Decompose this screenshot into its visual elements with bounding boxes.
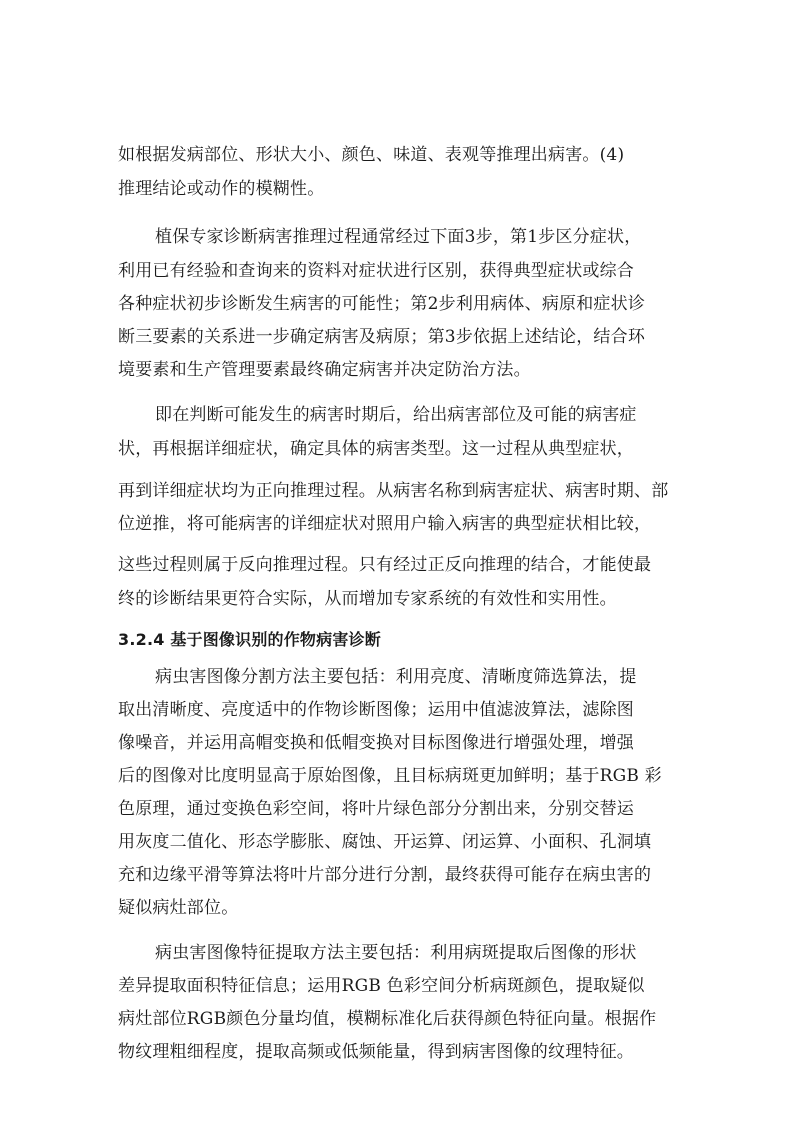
text-line: 病虫害图像特征提取方法主要包括：利用病斑提取后图像的形状 bbox=[155, 943, 637, 963]
text-line: 取出清晰度、亮度适中的作物诊断图像；运用中值滤波算法，滤除图 bbox=[118, 700, 634, 720]
text-line: 各种症状初步诊断发生病害的可能性；第2步利用病体、病原和症状诊 bbox=[118, 294, 646, 314]
text-line: 用灰度二值化、形态学膨胀、腐蚀、开运算、闭运算、小面积、孔洞填 bbox=[118, 832, 652, 852]
text-line: 物纹理粗细程度，提取高频或低频能量，得到病害图像的纹理特征。 bbox=[118, 1042, 634, 1062]
text-line: 疑似病灶部位。 bbox=[118, 898, 239, 918]
text-line: 推理结论或动作的模糊性。 bbox=[118, 179, 325, 199]
text-line: 终的诊断结果更符合实际，从而增加专家系统的有效性和实用性。 bbox=[118, 589, 617, 609]
text-line: 后的图像对比度明显高于原始图像，且目标病斑更加鲜明；基于RGB 彩 bbox=[118, 766, 662, 786]
text-line: 境要素和生产管理要素最终确定病害并决定防治方法。 bbox=[118, 360, 531, 380]
text-line: 如根据发病部位、形状大小、颜色、味道、表观等推理出病害。(4) bbox=[118, 145, 625, 165]
text-line: 像噪音，并运用高帽变换和低帽变换对目标图像进行增强处理，增强 bbox=[118, 733, 634, 753]
text-line: 差异提取面积特征信息；运用RGB 色彩空间分析病斑颜色，提取疑似 bbox=[118, 976, 645, 996]
text-line: 状，再根据详细症状，确定具体的病害类型。这一过程从典型症状， bbox=[118, 439, 634, 459]
section-heading: 3.2.4 基于图像识别的作物病害诊断 bbox=[118, 630, 381, 649]
text-line: 充和边缘平滑等算法将叶片部分进行分割，最终获得可能存在病虫害的 bbox=[118, 865, 652, 885]
text-line: 断三要素的关系进一步确定病害及病原；第3步依据上述结论，结合环 bbox=[118, 327, 646, 347]
text-line: 这些过程则属于反向推理过程。只有经过正反向推理的结合，才能使最 bbox=[118, 555, 652, 575]
text-line: 利用已有经验和查询来的资料对症状进行区别，获得典型症状或综合 bbox=[118, 261, 634, 281]
text-line: 病灶部位RGB颜色分量均值，模糊标准化后获得颜色特征向量。根据作 bbox=[118, 1009, 657, 1029]
text-line: 即在判断可能发生的病害时期后，给出病害部位及可能的病害症 bbox=[155, 405, 637, 425]
text-line: 病虫害图像分割方法主要包括：利用亮度、清晰度筛选算法，提 bbox=[155, 667, 637, 687]
text-line: 植保专家诊断病害推理过程通常经过下面3步，第1步区分症状， bbox=[155, 227, 642, 247]
text-line: 位逆推，将可能病害的详细症状对照用户输入病害的典型症状相比较， bbox=[118, 514, 652, 534]
text-line: 色原理，通过变换色彩空间，将叶片绿色部分分割出来，分别交替运 bbox=[118, 799, 634, 819]
text-line: 再到详细症状均为正向推理过程。从病害名称到病害症状、病害时期、部 bbox=[118, 481, 669, 501]
